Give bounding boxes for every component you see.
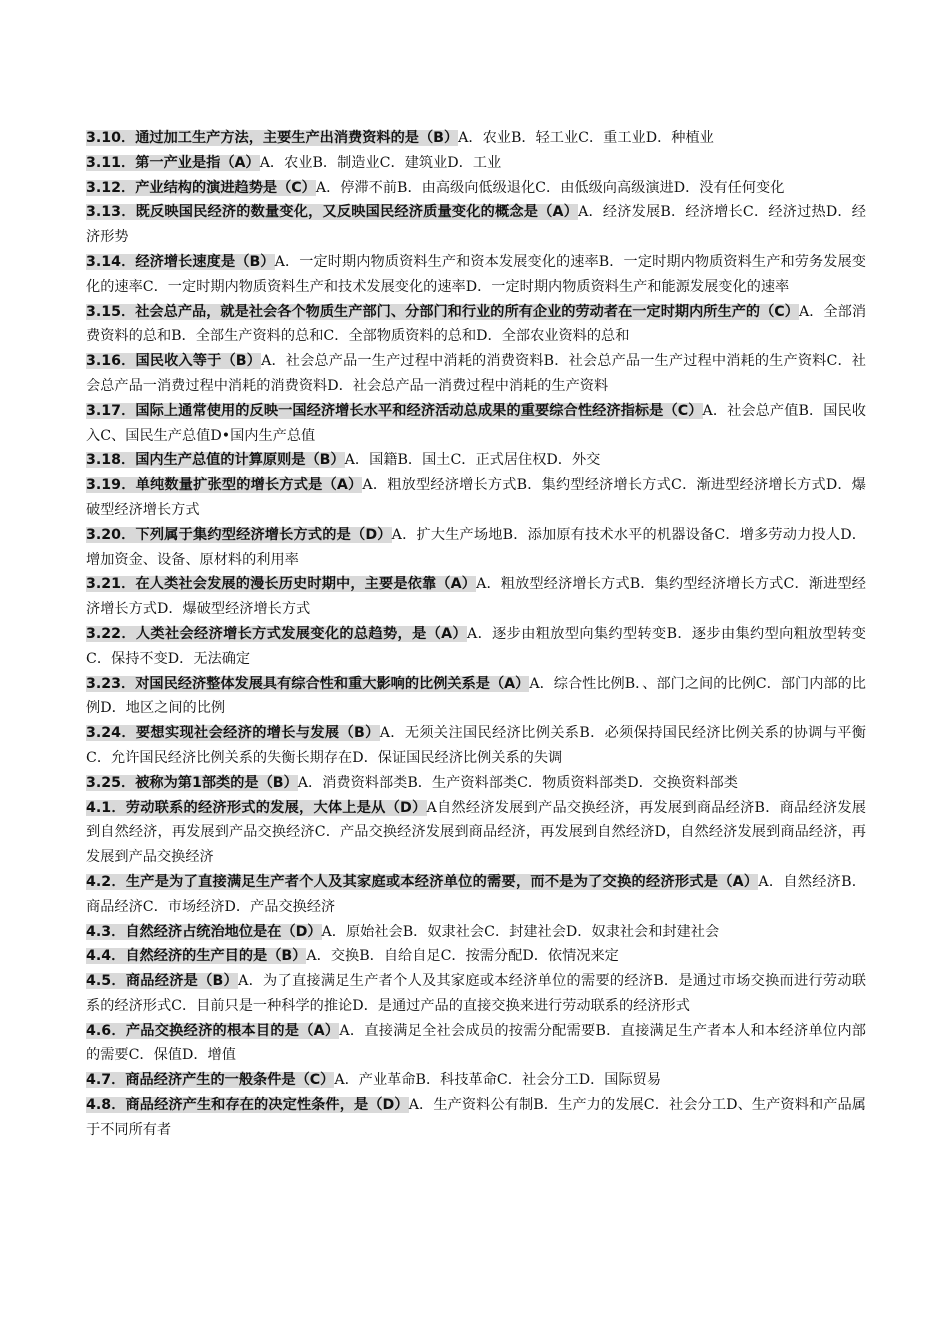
question-options: A．一定时期内物质资料生产和资本发展变化的速率B．一定时期内物质资料生产和劳务发展变化的速率C．一定时期内物质资料生产和技术发展变化的速率D．一定时期内物质资料生产和能源发展变化的速率 [86,253,866,295]
question-item [86,622,866,672]
question-item [86,771,866,796]
question-item [86,672,866,722]
question-options: A．国籍B．国土C．正式居住权D．外交 [344,452,601,469]
question-item [86,349,866,399]
question-stem: 4.5．商品经济是（B） [86,973,239,990]
question-item [86,399,866,449]
question-stem: 3.15．社会总产品，就是社会各个物质生产部门、分部门和行业的所有企业的劳动者在一定时期内所生产的（C） [86,303,799,320]
question-item [86,870,866,920]
question-options: A．经济发展B．经济增长C．经济过热D．经济形势 [86,204,866,246]
question-stem: 4.7．商品经济产生的一般条件是（C） [86,1072,335,1089]
question-options: A．粗放型经济增长方式B．集约型经济增长方式C．渐进型经济增长方式D．爆破型经济增长方式 [86,477,866,518]
question-item [86,200,866,250]
question-options: A．原始社会B．奴隶社会C．封建社会D．奴隶社会和封建社会 [321,923,720,940]
question-stem: 3.14．经济增长速度是（B） [86,253,275,270]
question-stem: 4.8．商品经济产生和存在的决定性条件，是（D） [86,1097,409,1114]
question-options: A自然经济发展到产品交换经济，再发展到商品经济B．商品经济发展到自然经济，再发展到产品交换经济C．产品交换经济发展到商品经济，再发展到自然经济D，自然经济发展到商品经济，再发展到产品交换经济 [86,799,866,866]
question-item [86,473,866,523]
question-options: A．粗放型经济增长方式B．集约型经济增长方式C．渐进型经济增长方式D．爆破型经济增长方式 [86,576,866,618]
question-options: A．无须关注国民经济比例关系B．必须保持国民经济比例关系的协调与平衡C．允许国民经济比例关系的失衡长期存在D．保证国民经济比例关系的失调 [86,725,866,766]
question-options: A．消费资料部类B．生产资料部类C．物质资料部类D．交换资料部类 [297,774,738,791]
question-item [86,151,866,176]
question-options: A．全部消费资料的总和B．全部生产资料的总和C．全部物质资料的总和D．全部农业资料的总和 [86,303,867,345]
question-stem: 3.24．要想实现社会经济的增长与发展（B） [86,725,380,742]
question-item [86,796,866,870]
question-item [86,448,866,473]
question-options: A．综合性比例B．、部门之间的比例C．部门内部的比例D．地区之间的比例 [86,675,866,717]
question-options: A．直接满足全社会成员的按需分配需要B．直接满足生产者本人和本经济单位内部的需要C．保值D．增值 [86,1022,866,1064]
question-options: A．社会总产品一生产过程中消耗的消费资料B．社会总产品一生产过程中消耗的生产资料C．社会总产品一消费过程中消耗的消费资料D．社会总产品一消费过程中消耗的生产资料 [86,353,866,394]
question-options: A．停滞不前B．由高级向低级退化C．由低级向高级演进D．没有任何变化 [315,179,785,196]
question-stem: 3.10．通过加工生产方法，主要生产出消费资料的是（B） [86,130,459,146]
question-stem: 4.4．自然经济的生产目的是（B） [86,948,307,965]
question-item [86,176,866,201]
question-item [86,523,866,573]
question-stem: 3.13．既反映国民经济的数量变化，又反映国民经济质量变化的概念是（A） [86,204,579,221]
question-list [86,126,866,1143]
question-item [86,572,866,622]
question-stem: 4.1．劳动联系的经济形式的发展，大体上是从（D） [86,799,427,816]
question-options: A．农业B．制造业C．建筑业D．工业 [259,154,502,171]
question-item [86,944,866,969]
question-stem: 3.12．产业结构的演进趋势是（C） [86,179,316,196]
question-stem: 3.18．国内生产总值的计算原则是（B） [86,452,345,469]
question-stem: 3.21．在人类社会发展的漫长历史时期中，主要是依靠（A） [86,576,477,593]
question-stem: 3.11．第一产业是指（A） [86,154,260,171]
question-options: A．社会总产值B．国民收入C、国民生产总值D•国内生产总值 [86,402,866,444]
question-item [86,1019,866,1069]
question-stem: 4.6．产品交换经济的根本目的是（A） [86,1022,340,1039]
question-stem: 3.25．被称为第1部类的是（B） [86,774,298,791]
question-options: A．交换B．自给自足C．按需分配D．依情况来定 [306,948,619,965]
question-stem: 4.2．生产是为了直接满足生产者个人及其家庭或本经济单位的需要，而不是为了交换的经济形式是（A） [86,873,759,890]
question-stem: 3.16．国民收入等于（B） [86,353,262,370]
question-options: A．逐步由粗放型向集约型转变B．逐步由集约型向粗放型转变C．保持不变D．无法确定 [86,625,866,667]
question-item [86,250,866,300]
question-stem: 3.20．下列属于集约型经济增长方式的是（D） [86,526,392,543]
question-item [86,1068,866,1093]
question-item [86,1093,866,1143]
question-stem: 3.23．对国民经济整体发展具有综合性和重大影响的比例关系是（A） [86,675,530,692]
question-stem: 3.22．人类社会经济增长方式发展变化的总趋势，是（A） [86,625,468,642]
question-stem: 3.19．单纯数量扩张型的增长方式是（A） [86,477,363,494]
question-options: A．农业B．轻工业C．重工业D．种植业 [458,130,714,146]
question-item [86,126,866,151]
question-item [86,721,866,771]
question-options: A．为了直接满足生产者个人及其家庭或本经济单位的需要的经济B．是通过市场交换而进行劳动联系的经济形式C．目前只是一种科学的推论D．是通过产品的直接交换来进行劳动联系的经济形式 [86,973,866,1014]
question-options: A．生产资料公有制B．生产力的发展C．社会分工D、生产资料和产品属于不同所有者 [86,1097,866,1138]
question-item [86,969,866,1019]
question-stem: 4.3．自然经济占统治地位是在（D） [86,923,322,940]
question-options: A．自然经济B．商品经济C．市场经济D．产品交换经济 [86,873,866,915]
question-item [86,920,866,945]
question-stem: 3.17．国际上通常使用的反映一国经济增长水平和经济活动总成果的重要综合性经济指标是（C） [86,402,703,419]
question-options: A．扩大生产场地B．添加原有技术水平的机器设备C．增多劳动力投人D．增加资金、设备、原材料的利用率 [86,526,866,568]
question-item [86,300,866,350]
question-options: A．产业革命B．科技革命C．社会分工D．国际贸易 [334,1072,662,1089]
